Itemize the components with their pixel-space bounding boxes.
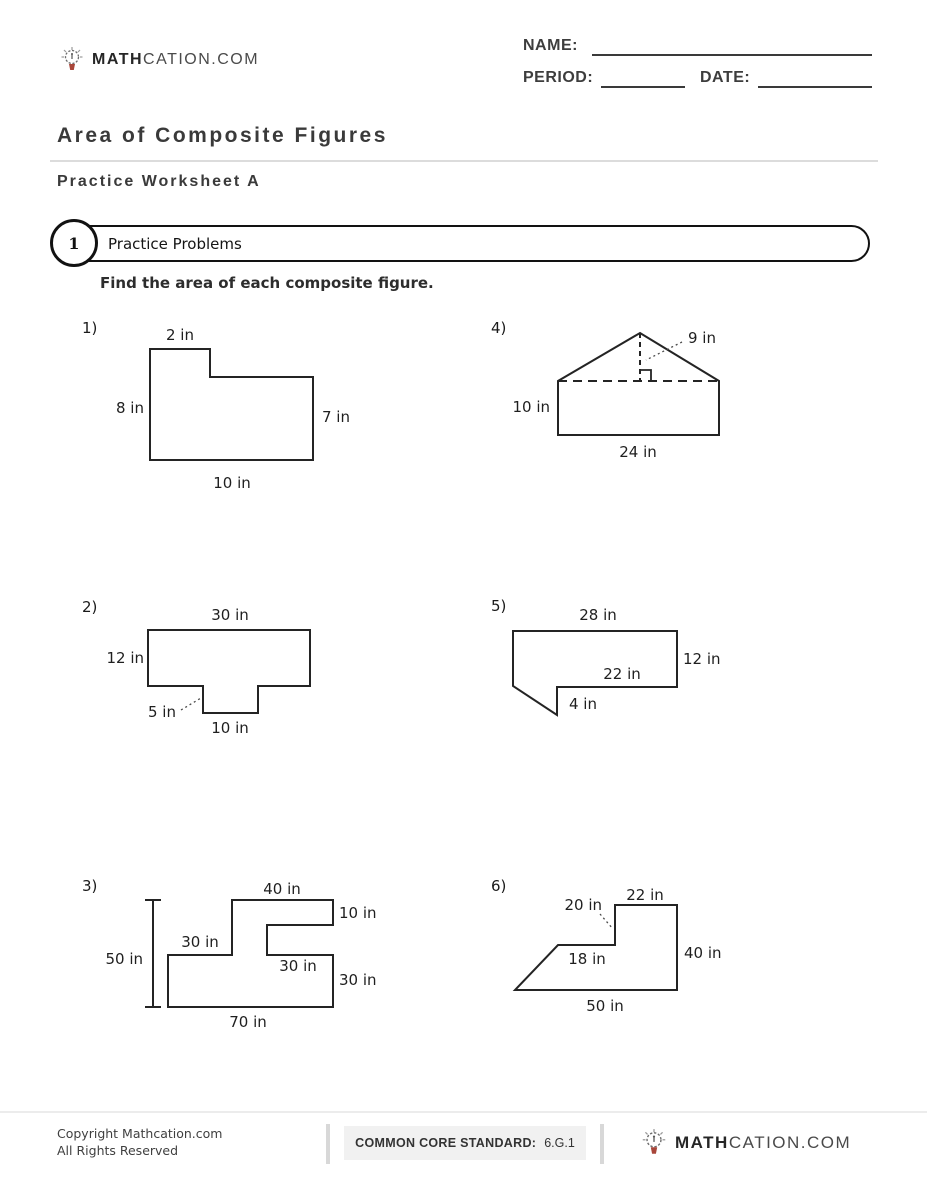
brand-bold: MATH	[675, 1133, 729, 1152]
problem-5-number: 5)	[491, 597, 507, 615]
standard-box	[344, 1126, 586, 1160]
fig5-dim-top: 28 in	[579, 606, 617, 624]
brand-rest: CATION.COM	[143, 51, 260, 68]
fig4-dim-slant: 9 in	[688, 329, 716, 347]
fig2-dim-notch-width: 10 in	[211, 719, 249, 737]
fig2-dim-top: 30 in	[211, 606, 249, 624]
fig6-dim-inner: 18 in	[568, 950, 606, 968]
fig2-dim-notch-height: 5 in	[148, 703, 176, 721]
copyright-line2: All Rights Reserved	[57, 1143, 179, 1158]
figure-1	[110, 318, 370, 498]
header-logo	[60, 46, 259, 74]
footer-right-bar	[600, 1124, 604, 1164]
standard-value: 6.G.1	[544, 1136, 575, 1150]
fig5-dim-inner-bottom: 22 in	[603, 665, 641, 683]
brand-wordmark	[92, 51, 259, 69]
name-label: NAME:	[523, 37, 578, 54]
fig2-dim-left: 12 in	[106, 649, 144, 667]
section-heading: Practice Problems	[108, 235, 242, 253]
figure-6	[490, 875, 760, 1020]
fig3-dim-mid-left: 30 in	[181, 933, 219, 951]
fig3-dim-top: 40 in	[263, 880, 301, 898]
problem-2-number: 2)	[82, 598, 98, 616]
figure-4-right-angle-marker	[640, 370, 651, 381]
footer-copyright	[57, 1125, 222, 1159]
fig6-dim-bottom: 50 in	[586, 997, 624, 1015]
fig1-dim-right: 7 in	[322, 408, 350, 426]
standard-label: COMMON CORE STANDARD:	[355, 1136, 537, 1150]
page-title: Area of Composite Figures	[57, 124, 388, 147]
footer-logo	[641, 1128, 851, 1158]
problem-4-number: 4)	[491, 319, 507, 337]
figure-4	[490, 318, 790, 468]
problem-1-number: 1)	[82, 319, 98, 337]
figure-5	[485, 595, 765, 735]
fig5-dim-notch: 4 in	[569, 695, 597, 713]
fig4-dim-bottom: 24 in	[619, 443, 657, 461]
figure-3-dimension-line	[145, 900, 161, 1007]
fig6-dim-left-height: 20 in	[564, 896, 602, 914]
period-input-line	[601, 70, 685, 88]
fig5-dim-right: 12 in	[683, 650, 721, 668]
date-label: DATE:	[700, 69, 751, 86]
page-subtitle: Practice Worksheet A	[57, 173, 261, 190]
name-input-line	[592, 38, 872, 56]
lightbulb-icon	[60, 46, 84, 74]
brand-rest: CATION.COM	[728, 1133, 852, 1152]
figure-6-outline	[515, 905, 677, 990]
section-instruction: Find the area of each composite figure.	[100, 274, 434, 292]
copyright-line1: Copyright Mathcation.com	[57, 1126, 223, 1141]
fig1-dim-bottom: 10 in	[213, 474, 251, 492]
fig3-dim-lower-right: 30 in	[339, 971, 377, 989]
figure-4-leader-line	[646, 342, 682, 360]
problem-6-number: 6)	[491, 877, 507, 895]
fig1-dim-left: 8 in	[116, 399, 144, 417]
fig6-dim-right: 40 in	[684, 944, 722, 962]
date-input-line	[758, 70, 872, 88]
figure-2-leader-line	[181, 698, 201, 710]
figure-1-outline	[150, 349, 313, 460]
figure-3	[95, 875, 395, 1035]
problem-3-number: 3)	[82, 877, 98, 895]
figure-2	[100, 595, 340, 745]
fig6-dim-top: 22 in	[626, 886, 664, 904]
fig1-dim-top: 2 in	[166, 326, 194, 344]
figure-6-leader-line	[600, 914, 613, 929]
fig3-dim-mid-inner: 30 in	[279, 957, 317, 975]
figure-4-outline	[558, 333, 719, 435]
title-divider	[50, 160, 878, 162]
section-number-badge	[50, 219, 98, 267]
footer-divider	[0, 1111, 927, 1113]
fig3-dim-bottom: 70 in	[229, 1013, 267, 1031]
figure-2-outline	[148, 630, 310, 713]
lightbulb-icon	[641, 1128, 667, 1158]
fig3-dim-top-right: 10 in	[339, 904, 377, 922]
fig4-dim-left: 10 in	[512, 398, 550, 416]
period-label: PERIOD:	[523, 69, 594, 86]
brand-bold: MATH	[92, 51, 144, 68]
fig3-dim-overall-height: 50 in	[105, 950, 143, 968]
brand-wordmark	[675, 1133, 851, 1153]
figure-3-outline	[168, 900, 333, 1007]
footer-left-bar	[326, 1124, 330, 1164]
section-number: 1	[68, 233, 80, 253]
